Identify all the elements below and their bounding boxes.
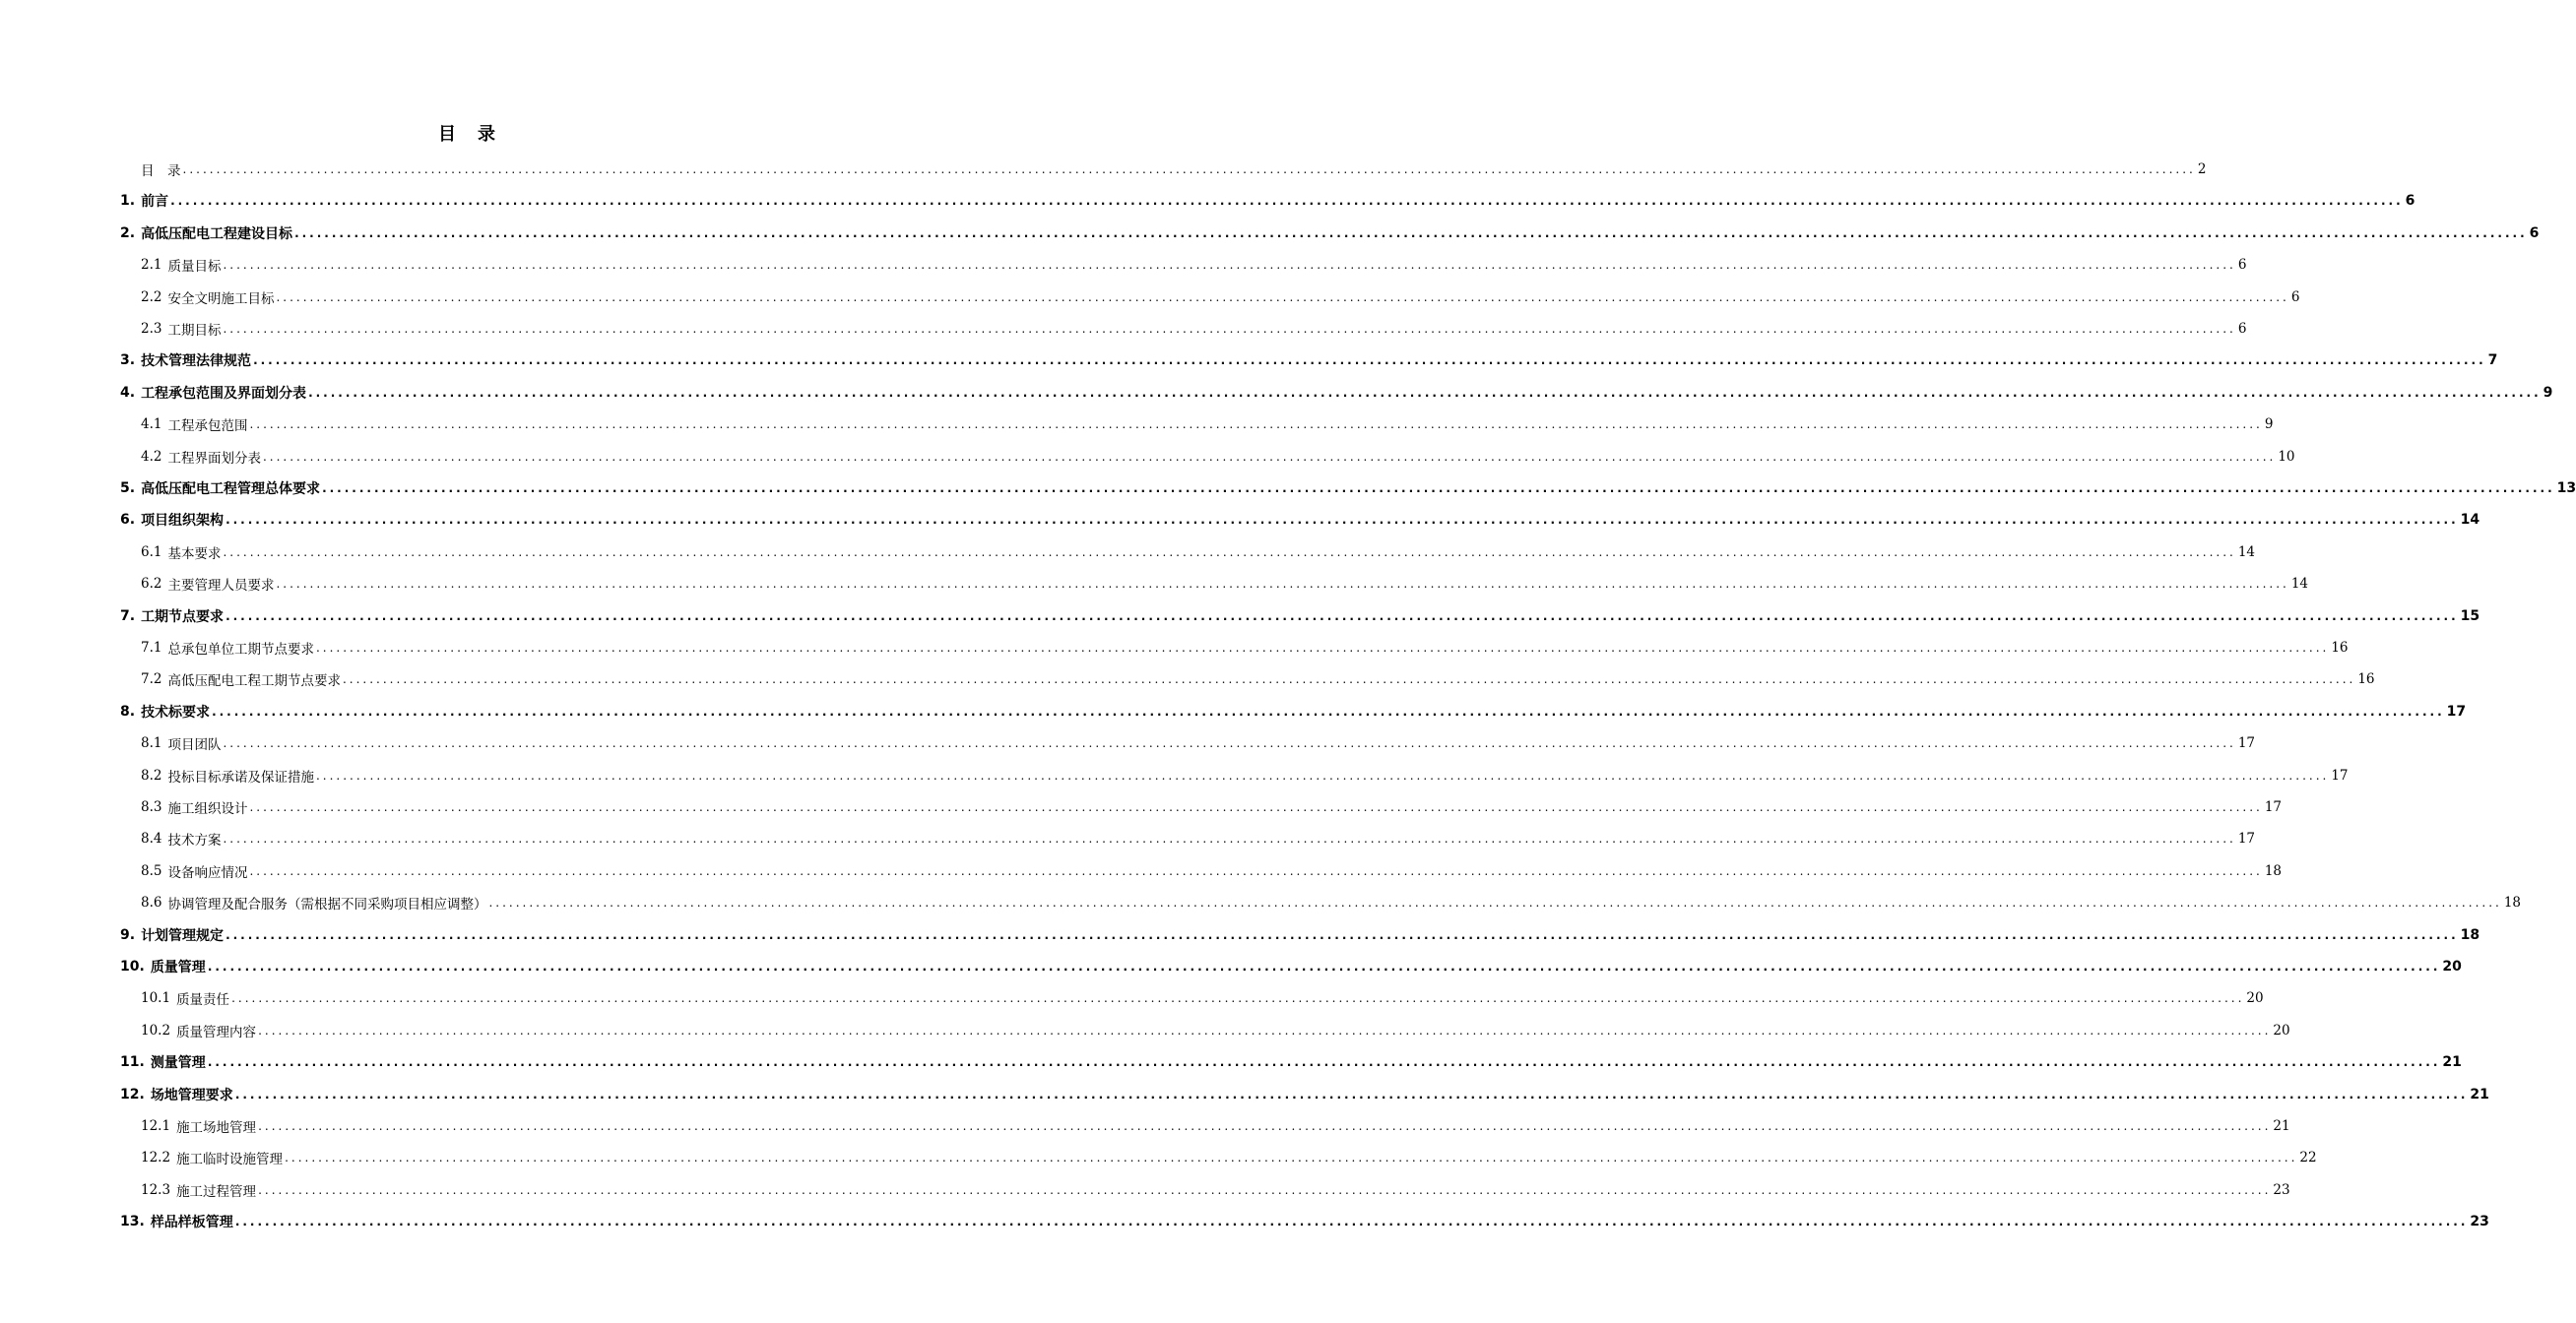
toc-entry-page: 6	[2290, 288, 2300, 305]
toc-entry-chapter[interactable]	[120, 696, 2467, 727]
toc-entry-title: 投标目标承诺及保证措施	[167, 769, 314, 786]
toc-entry-number: 8.5	[141, 862, 162, 879]
toc-entry-title: 计划管理规定	[141, 927, 225, 944]
toc-entry-title: 质量目标	[167, 259, 222, 276]
toc-entry-page: 20	[2442, 959, 2462, 975]
toc-entry-number: 11.	[120, 1054, 145, 1071]
toc-entry-page: 14	[2237, 543, 2256, 560]
toc-entry-section[interactable]	[141, 1015, 2290, 1046]
toc-entry-title: 目 录	[141, 163, 181, 179]
toc-entry-number: 8.4	[141, 831, 162, 848]
toc-entry-title: 安全文明施工目标	[167, 290, 275, 307]
toc-dot-leader: ............................................................................................................................................................................................................................................................................................................	[276, 577, 2289, 592]
toc-entry-page: 23	[2273, 1181, 2290, 1198]
toc-entry-chapter[interactable]	[120, 951, 2462, 982]
toc-entry-chapter[interactable]	[120, 504, 2480, 536]
toc-entry-section[interactable]	[141, 249, 2247, 281]
toc-entry-chapter[interactable]	[120, 1206, 2489, 1237]
toc-entry-section[interactable]	[141, 727, 2256, 759]
toc-entry-number: 9.	[120, 926, 136, 943]
toc-entry-title: 高低压配电工程工期节点要求	[167, 673, 341, 690]
toc-entry-title: 质量管理内容	[176, 1024, 257, 1040]
toc-dot-leader: ............................................................................................................................................................................................................................................................................................................	[223, 544, 2236, 559]
toc-entry-page: 17	[2331, 767, 2349, 784]
toc-entry-section[interactable]	[141, 632, 2349, 663]
toc-entry-number: 3.	[120, 352, 136, 369]
toc-entry-number: 4.1	[141, 416, 162, 433]
toc-dot-leader: ............................................................................................................................................................................................................................................................................................................	[223, 736, 2236, 751]
toc-entry-title: 高低压配电工程管理总体要求	[141, 481, 321, 497]
toc-dot-leader: ............................................................................................................................................................................................................................................................................................................	[315, 641, 2330, 655]
toc-entry-number: 10.1	[141, 990, 171, 1007]
toc-entry-page: 14	[2460, 512, 2480, 529]
toc-entry-page: 20	[2246, 990, 2264, 1007]
toc-entry-title: 工期目标	[167, 323, 222, 339]
toc-entry-section[interactable]	[141, 536, 2256, 568]
toc-entry-number: 1.	[120, 193, 136, 210]
toc-entry-number: 12.3	[141, 1181, 171, 1198]
toc-dot-leader: ............................................................................................................................................................................................................................................................................................................	[212, 704, 2445, 719]
toc-entry-page: 6	[2405, 193, 2415, 210]
toc-entry-title: 场地管理要求	[150, 1087, 233, 1103]
toc-entry-number: 2.3	[141, 321, 162, 337]
toc-dot-leader: ............................................................................................................................................................................................................................................................................................................	[182, 162, 2196, 176]
toc-entry-section[interactable]	[141, 441, 2295, 472]
toc-entry-page: 9	[2543, 384, 2553, 401]
toc-entry-number: 7.2	[141, 671, 162, 688]
toc-entry-page: 6	[2237, 321, 2247, 337]
toc-entry-page: 9	[2264, 416, 2274, 433]
toc-entry-title: 测量管理	[150, 1055, 206, 1072]
toc-entry-number: 6.	[120, 512, 136, 529]
toc-dot-leader: ............................................................................................................................................................................................................................................................................................................	[249, 800, 2263, 814]
toc-entry-chapter[interactable]	[120, 218, 2540, 249]
toc-entry-title: 施工组织设计	[167, 801, 248, 817]
toc-entry-chapter[interactable]	[120, 1079, 2489, 1110]
toc-entry-title: 工程承包范围及界面划分表	[141, 385, 307, 402]
toc-entry-page: 17	[2237, 735, 2256, 752]
toc-dot-leader: ............................................................................................................................................................................................................................................................................................................	[258, 1119, 2272, 1133]
toc-entry-page: 16	[2331, 640, 2349, 656]
toc-entry-page: 10	[2278, 448, 2295, 465]
toc-entry-section[interactable]	[141, 1174, 2290, 1206]
toc-entry-chapter[interactable]	[120, 345, 2498, 376]
toc-entry-section[interactable]	[141, 154, 2207, 185]
toc-entry-title: 质量责任	[176, 992, 230, 1009]
toc-dot-leader: ............................................................................................................................................................................................................................................................................................................	[234, 1087, 2469, 1102]
toc-entry-section[interactable]	[141, 313, 2247, 345]
toc-heading: 目 录	[438, 124, 497, 145]
toc-entry-title: 施工场地管理	[176, 1120, 257, 1136]
toc-entry-number: 10.	[120, 959, 145, 975]
toc-dot-leader: ............................................................................................................................................................................................................................................................................................................	[207, 960, 2441, 974]
toc-entry-section[interactable]	[141, 568, 2309, 599]
toc-entry-title: 技术方案	[167, 833, 222, 850]
toc-entry-page: 22	[2299, 1150, 2317, 1166]
toc-entry-title: 工程承包范围	[167, 418, 248, 435]
toc-entry-page: 18	[2503, 895, 2522, 912]
toc-dot-leader: ............................................................................................................................................................................................................................................................................................................	[342, 672, 2356, 687]
toc-dot-leader: ............................................................................................................................................................................................................................................................................................................	[225, 513, 2459, 528]
toc-entry-title: 高低压配电工程建设目标	[141, 225, 293, 242]
toc-dot-leader: ............................................................................................................................................................................................................................................................................................................	[249, 417, 2263, 432]
toc-entry-page: 2	[2197, 161, 2207, 177]
toc-entry-page: 20	[2273, 1022, 2290, 1039]
toc-dot-leader: ............................................................................................................................................................................................................................................................................................................	[223, 322, 2236, 336]
toc-entry-page: 16	[2357, 671, 2375, 688]
toc-entry-number: 5.	[120, 480, 136, 496]
toc-entry-number: 13.	[120, 1214, 145, 1230]
toc-dot-leader: ............................................................................................................................................................................................................................................................................................................	[294, 225, 2528, 240]
toc-dot-leader: ............................................................................................................................................................................................................................................................................................................	[488, 896, 2502, 911]
toc-entry-number: 6.1	[141, 543, 162, 560]
toc-entry-number: 8.3	[141, 799, 162, 815]
toc-entry-title: 总承包单位工期节点要求	[167, 642, 314, 658]
toc-entry-number: 6.2	[141, 576, 162, 593]
toc-entry-number: 8.6	[141, 895, 162, 912]
toc-entry-number: 4.2	[141, 448, 162, 465]
toc-dot-leader: ............................................................................................................................................................................................................................................................................................................	[170, 194, 2404, 209]
toc-entry-page: 6	[2529, 224, 2540, 241]
toc-entry-section[interactable]	[141, 760, 2349, 791]
toc-dot-leader: ............................................................................................................................................................................................................................................................................................................	[223, 258, 2236, 273]
toc-entry-section[interactable]	[141, 282, 2300, 313]
toc-entry-page: 17	[2446, 703, 2467, 720]
toc-dot-leader: ............................................................................................................................................................................................................................................................................................................	[322, 481, 2555, 495]
toc-dot-leader: ............................................................................................................................................................................................................................................................................................................	[249, 863, 2263, 878]
toc-dot-leader: ............................................................................................................................................................................................................................................................................................................	[225, 927, 2459, 942]
toc-entry-page: 13	[2556, 480, 2576, 496]
toc-entry-number: 2.1	[141, 257, 162, 274]
toc-entry-chapter[interactable]	[120, 377, 2553, 409]
toc-entry-page: 17	[2237, 831, 2256, 848]
toc-entry-title: 施工临时设施管理	[176, 1152, 284, 1168]
toc-entry-number: 10.2	[141, 1022, 171, 1039]
toc-entry-title: 工期节点要求	[141, 608, 225, 625]
toc-entry-number: 8.1	[141, 735, 162, 752]
toc-dot-leader: ............................................................................................................................................................................................................................................................................................................	[276, 289, 2289, 304]
toc-dot-leader: ............................................................................................................................................................................................................................................................................................................	[315, 768, 2330, 783]
toc-entry-number: 7.	[120, 607, 136, 624]
toc-dot-leader: ............................................................................................................................................................................................................................................................................................................	[225, 608, 2459, 623]
toc-entry-section[interactable]	[141, 791, 2283, 823]
toc-entry-chapter[interactable]	[120, 472, 2576, 504]
toc-entry-title: 样品样板管理	[150, 1215, 233, 1231]
toc-dot-leader: ............................................................................................................................................................................................................................................................................................................	[234, 1215, 2469, 1229]
toc-dot-leader: ............................................................................................................................................................................................................................................................................................................	[262, 449, 2277, 464]
toc-entry-number: 8.2	[141, 767, 162, 784]
toc-entry-section[interactable]	[141, 982, 2264, 1014]
toc-entry-chapter[interactable]	[120, 1046, 2462, 1078]
toc-entry-number: 12.2	[141, 1150, 171, 1166]
toc-entry-number: 12.1	[141, 1118, 171, 1134]
toc-entry-section[interactable]	[141, 855, 2283, 887]
toc-entry-page: 7	[2487, 352, 2498, 369]
toc-entry-section[interactable]	[141, 1110, 2290, 1142]
toc-entry-title: 质量管理	[150, 960, 206, 976]
toc-entry-page: 21	[2442, 1054, 2462, 1071]
toc-entry-section[interactable]	[141, 409, 2274, 440]
toc-entry-title: 施工过程管理	[176, 1183, 257, 1200]
toc-entry-chapter[interactable]	[120, 185, 2415, 217]
toc-entry-title: 协调管理及配合服务（需根据不同采购项目相应调整）	[167, 897, 487, 914]
toc-entry-page: 18	[2264, 862, 2283, 879]
toc-entry-page: 6	[2237, 257, 2247, 274]
toc-entry-page: 18	[2460, 926, 2480, 943]
toc-dot-leader: ............................................................................................................................................................................................................................................................................................................	[308, 385, 2542, 400]
toc-entry-section[interactable]	[141, 663, 2375, 695]
toc-entry-number: 2.	[120, 224, 136, 241]
toc-dot-leader: ............................................................................................................................................................................................................................................................................................................	[207, 1055, 2441, 1070]
toc-entry-number: 7.1	[141, 640, 162, 656]
toc-entry-page: 15	[2460, 607, 2480, 624]
toc-entry-title: 主要管理人员要求	[167, 578, 275, 595]
toc-entry-title: 基本要求	[167, 545, 222, 562]
toc-dot-leader: ............................................................................................................................................................................................................................................................................................................	[258, 1023, 2272, 1038]
toc-dot-leader: ............................................................................................................................................................................................................................................................................................................	[231, 991, 2245, 1006]
toc-entry-section[interactable]	[141, 1142, 2317, 1173]
toc-dot-leader: ............................................................................................................................................................................................................................................................................................................	[253, 353, 2486, 368]
toc-entry-title: 工程界面划分表	[167, 450, 261, 467]
toc-dot-leader: ............................................................................................................................................................................................................................................................................................................	[223, 832, 2236, 847]
toc-entry-number: 8.	[120, 703, 136, 720]
toc-entry-chapter[interactable]	[120, 600, 2480, 632]
toc-entry-page: 17	[2264, 799, 2283, 815]
toc-entry-title: 设备响应情况	[167, 864, 248, 881]
toc-entry-chapter[interactable]	[120, 919, 2480, 951]
toc-entry-title: 项目组织架构	[141, 513, 225, 530]
toc-dot-leader: ............................................................................................................................................................................................................................................................................................................	[258, 1182, 2272, 1197]
toc-entry-number: 4.	[120, 384, 136, 401]
toc-entry-title: 技术标要求	[141, 704, 211, 721]
toc-entry-page: 14	[2290, 576, 2309, 593]
toc-dot-leader: ............................................................................................................................................................................................................................................................................................................	[285, 1151, 2298, 1166]
toc-entry-section[interactable]	[141, 887, 2522, 918]
toc-entry-title: 项目团队	[167, 737, 222, 754]
toc-entry-title: 技术管理法律规范	[141, 353, 252, 370]
toc-entry-page: 23	[2470, 1214, 2489, 1230]
toc-entry-title: 前言	[141, 194, 169, 211]
toc-entry-section[interactable]	[141, 823, 2256, 854]
toc-entry-number: 2.2	[141, 288, 162, 305]
toc-entry-page: 21	[2273, 1118, 2290, 1134]
toc-entry-page: 21	[2470, 1086, 2489, 1102]
toc-entry-number: 12.	[120, 1086, 145, 1102]
